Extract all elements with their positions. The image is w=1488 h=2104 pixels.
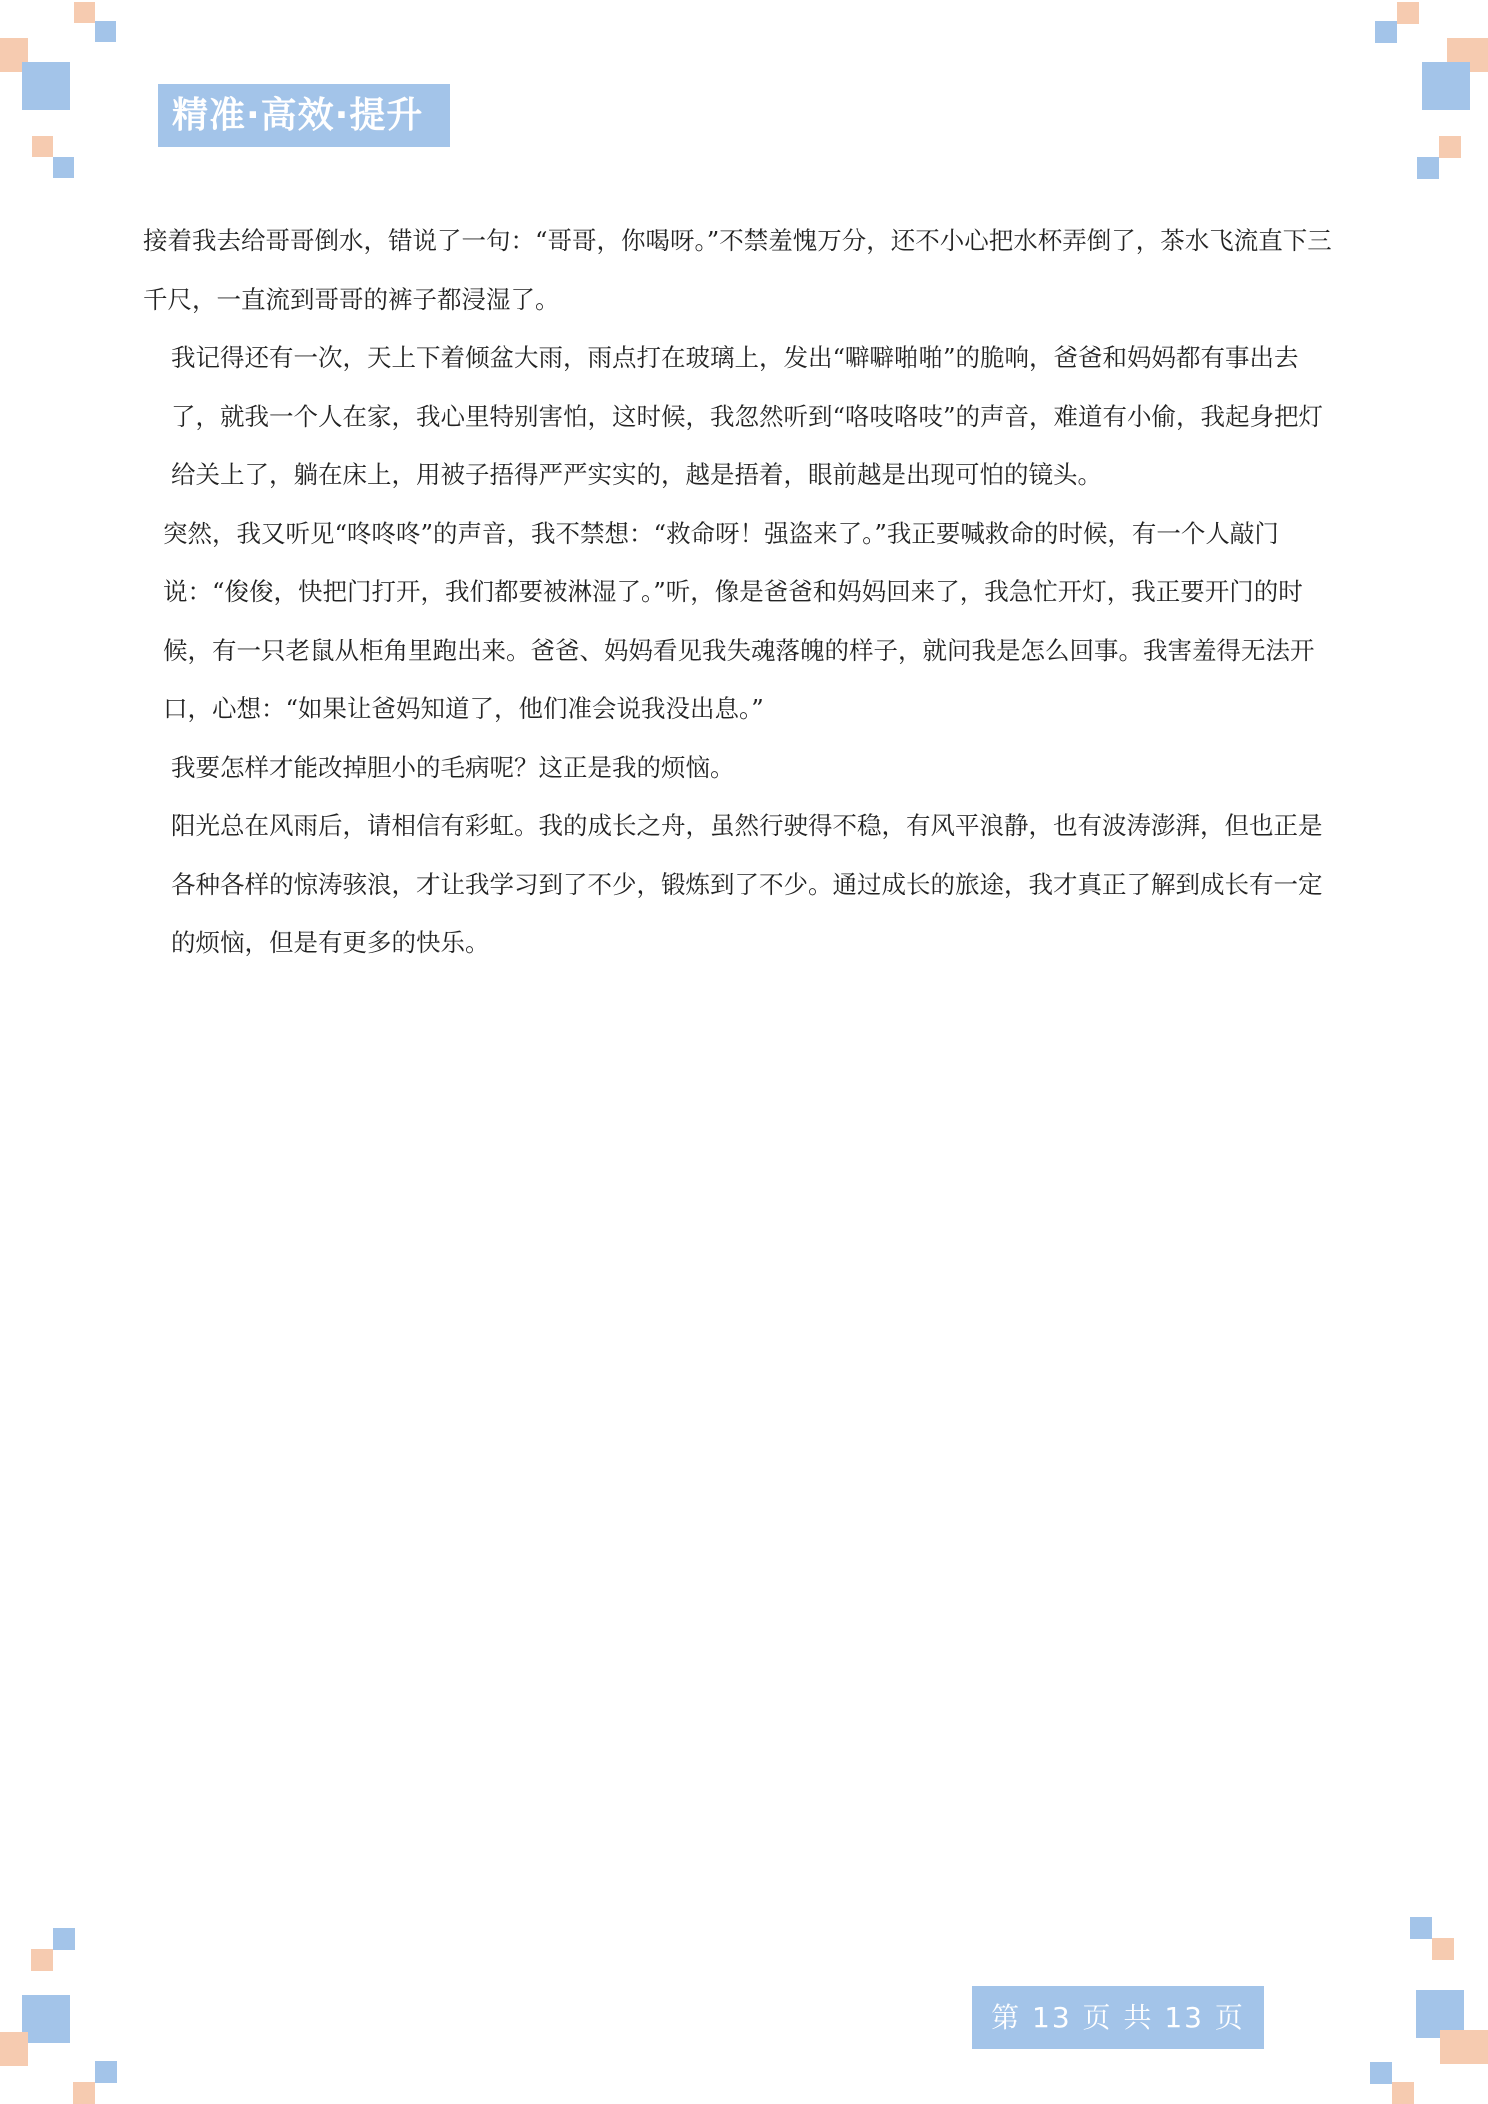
decor-square (53, 1928, 75, 1950)
decor-square (1410, 1917, 1432, 1939)
decor-square (22, 1995, 70, 2043)
decor-square (22, 62, 70, 110)
paragraph: 我记得还有一次，天上下着倾盆大雨，雨点打在玻璃上，发出“噼噼啪啪”的脆响，爸爸和妈妈都有事出去了，就我一个人在家，我心里特别害怕，这时候，我忽然听到“咯吱咯吱”的声音，难道有小偷，我起身把灯给关上了，躺在床上，用被子捂得严严实实的，越是捂着，眼前越是出现可怕的镜头。 (171, 343, 1324, 489)
decor-square (74, 2, 95, 23)
paragraph: 突然，我又听见“咚咚咚”的声音，我不禁想：“救命呀！强盗来了。”我正要喊救命的时候，有一个人敲门说：“俊俊，快把门打开，我们都要被淋湿了。”听，像是爸爸和妈妈回来了，我急忙开灯，我正要开门的时候，有一只老鼠从柜角里跑出来。爸爸、妈妈看见我失魂落魄的样子，就问我是怎么回事。我害羞得无法开口，心想：“如果让爸妈知道了，他们准会说我没出息。” (163, 518, 1315, 723)
decor-square (95, 21, 116, 42)
paragraph: 阳光总在风雨后，请相信有彩虹。我的成长之舟，虽然行驶得不稳，有风平浪静，也有波涛澎湃，但也正是各种各样的惊涛骇浪，才让我学习到了不少，锻炼到了不少。通过成长的旅途，我才真正了解到成长有一定的烦恼，但是有更多的快乐。 (171, 811, 1323, 957)
decor-square (1422, 62, 1470, 110)
article-body (143, 212, 1346, 973)
decor-square (53, 157, 74, 178)
decor-square (1417, 157, 1439, 179)
decor-square (31, 1949, 53, 1971)
header-badge: 精准·高效·提升 (158, 84, 450, 147)
decor-square (1440, 2030, 1488, 2064)
decor-square (73, 2082, 95, 2104)
decor-square (1392, 2082, 1414, 2104)
decor-square (1432, 1938, 1454, 1960)
decor-square (95, 2061, 117, 2083)
decor-square (1370, 2062, 1392, 2084)
page-number-badge: 第 13 页 共 13 页 (972, 1986, 1264, 2049)
decor-square (32, 136, 53, 157)
paragraph: 我要怎样才能改掉胆小的毛病呢？这正是我的烦恼。 (171, 752, 735, 782)
decor-square (1375, 21, 1397, 43)
decor-square (1397, 2, 1419, 24)
decor-square (1439, 136, 1461, 158)
paragraph: 接着我去给哥哥倒水，错说了一句：“哥哥，你喝呀。”不禁羞愧万分，还不小心把水杯弄倒了，茶水飞流直下三千尺，一直流到哥哥的裤子都浸湿了。 (143, 226, 1332, 314)
decor-square (0, 2032, 28, 2066)
